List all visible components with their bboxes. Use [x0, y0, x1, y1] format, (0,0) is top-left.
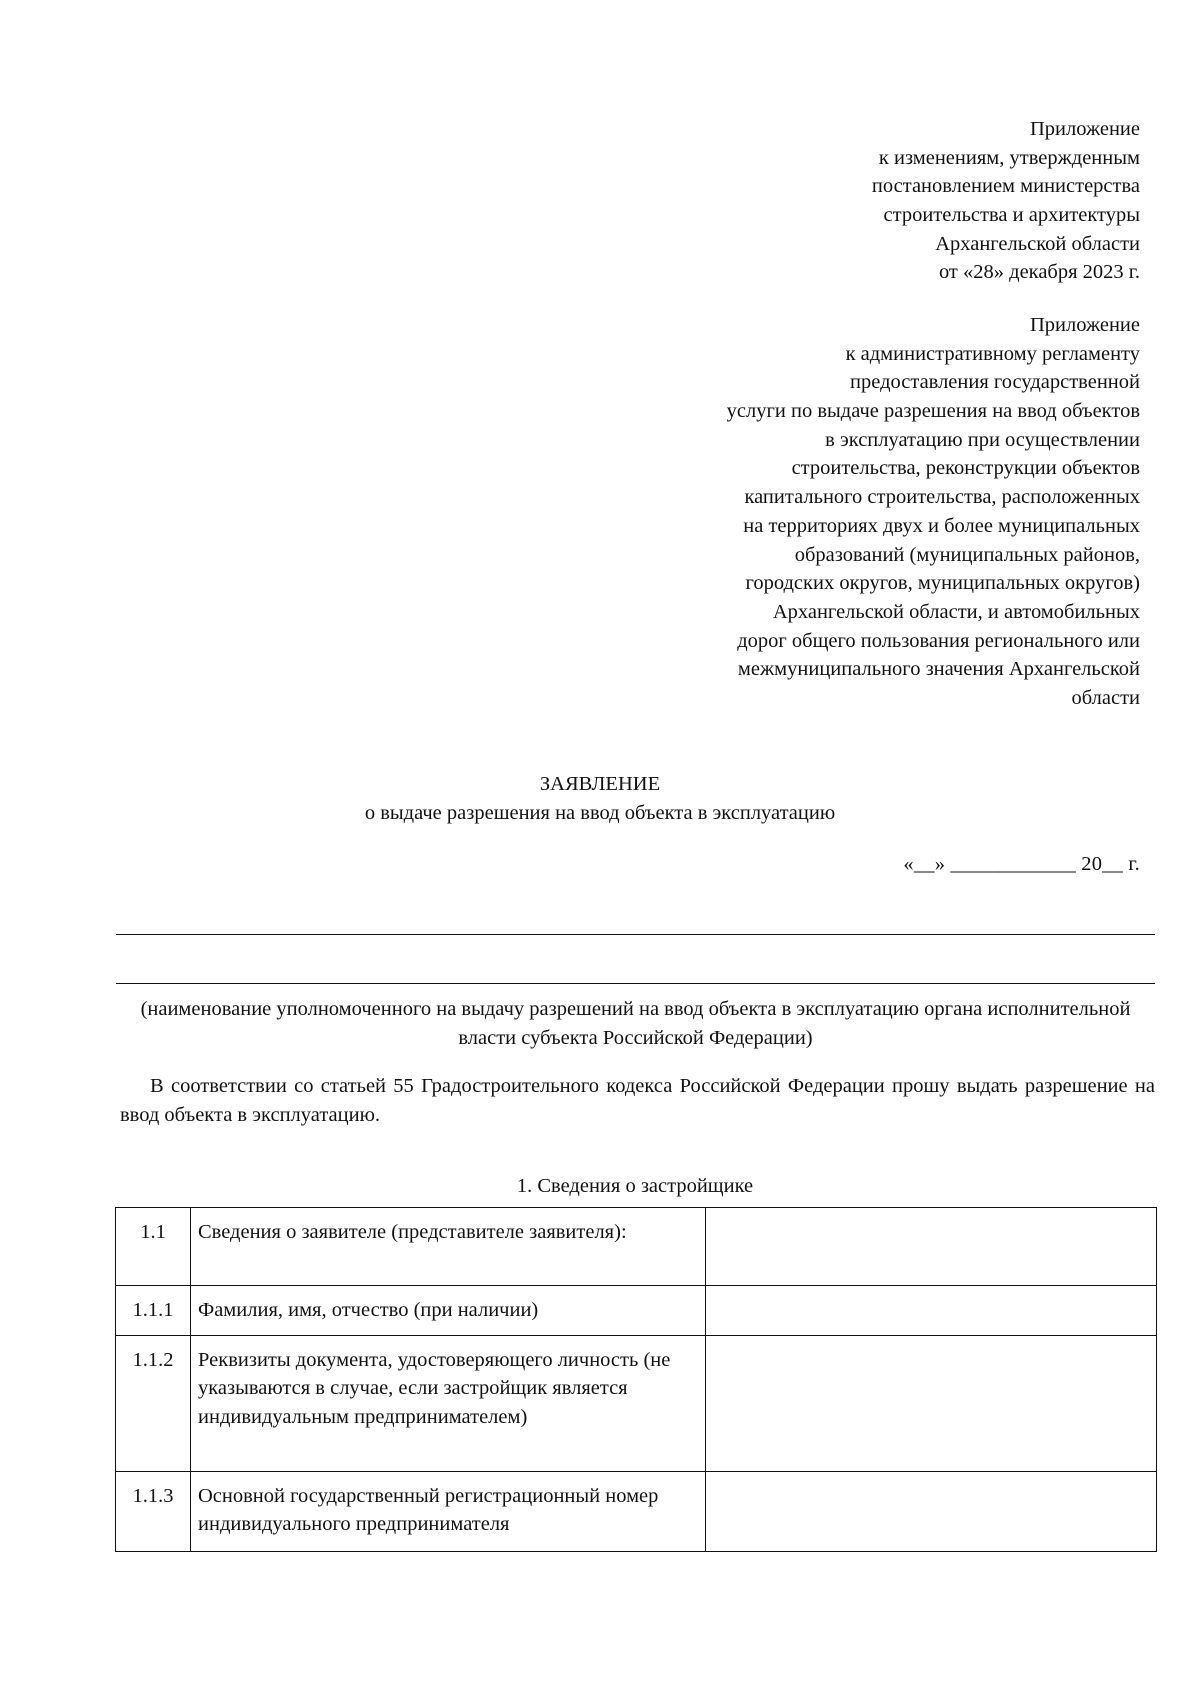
- request-paragraph: [120, 1072, 1155, 1129]
- title-subheading: о выдаче разрешения на ввод объекта в эксплуатацию: [364, 801, 836, 824]
- appendix-regulation-line: образований (муниципальных районов,: [794, 543, 1140, 566]
- appendix-regulation-line: городских округов, муниципальных округов): [745, 572, 1140, 595]
- appendix-regulation-block: [727, 311, 1140, 713]
- appendix-changes-line: от «28» декабря 2023 г.: [938, 261, 1140, 284]
- appendix-changes-line: к изменениям, утвержденным: [878, 146, 1140, 169]
- date-fill-line: «__» ____________ 20__ г.: [903, 853, 1140, 875]
- row-number: 1.1: [116, 1208, 191, 1286]
- appendix-changes-block: [872, 115, 1140, 287]
- table-row: [116, 1208, 1157, 1286]
- table-row: [116, 1336, 1157, 1472]
- appendix-changes-line: постановлением министерства: [871, 175, 1140, 198]
- table-row: [116, 1472, 1157, 1552]
- row-number: 1.1.3: [116, 1472, 191, 1552]
- authority-fill-line-2: [116, 983, 1155, 984]
- row-label: Основной государственный регистрационный номер индивидуального предпринимателя: [191, 1472, 706, 1552]
- row-label: Сведения о заявителе (представителе заявителя):: [191, 1208, 706, 1286]
- document-title: [0, 770, 1200, 827]
- appendix-regulation-line: Архангельской области, и автомобильных: [772, 600, 1140, 623]
- appendix-changes-line: Архангельской области: [935, 232, 1140, 255]
- title-heading: ЗАЯВЛЕНИЕ: [539, 773, 661, 795]
- appendix-regulation-line: строительства, реконструкции объектов: [791, 457, 1140, 480]
- authority-fill-line-1: [116, 934, 1155, 935]
- appendix-regulation-line: дорог общего пользования регионального или: [737, 629, 1140, 652]
- row-value-cell[interactable]: [706, 1472, 1157, 1552]
- row-number: 1.1.1: [116, 1286, 191, 1336]
- request-text: В соответствии со статьей 55 Градостроительного кодекса Российской Федерации прошу выдать разрешение на ввод объекта в эксплуатацию.: [120, 1075, 1155, 1126]
- appendix-regulation-line: в эксплуатацию при осуществлении: [825, 428, 1140, 451]
- section-title: 1. Сведения о застройщике: [516, 1175, 754, 1197]
- developer-info-table: [115, 1207, 1157, 1552]
- appendix-regulation-line: предоставления государственной: [850, 371, 1140, 394]
- authority-caption: (наименование уполномоченного на выдачу разрешений на ввод объекта в эксплуатацию органа исполнительной власти субъекта Российской Федерации): [140, 998, 1131, 1049]
- row-value-cell[interactable]: [706, 1286, 1157, 1336]
- appendix-regulation-line: услуги по выдаче разрешения на ввод объектов: [726, 400, 1140, 423]
- row-value-cell[interactable]: [706, 1336, 1157, 1472]
- appendix-regulation-line: на территориях двух и более муниципальных: [743, 514, 1140, 537]
- appendix-changes-line: Приложение: [1029, 118, 1140, 140]
- appendix-regulation-line: области: [1071, 686, 1140, 709]
- row-number: 1.1.2: [116, 1336, 191, 1472]
- row-label: Фамилия, имя, отчество (при наличии): [191, 1286, 706, 1336]
- table-row: [116, 1286, 1157, 1336]
- appendix-regulation-line: к административному регламенту: [845, 342, 1140, 365]
- appendix-changes-line: строительства и архитектуры: [883, 204, 1140, 227]
- appendix-regulation-line: капитального строительства, расположенных: [744, 486, 1140, 509]
- row-value-cell[interactable]: [706, 1208, 1157, 1286]
- appendix-regulation-line: Приложение: [1029, 314, 1140, 336]
- row-label: Реквизиты документа, удостоверяющего личность (не указываются в случае, если застройщик является индивидуальным предпринимателем): [191, 1336, 706, 1472]
- appendix-regulation-line: межмуниципального значения Архангельской: [737, 658, 1140, 681]
